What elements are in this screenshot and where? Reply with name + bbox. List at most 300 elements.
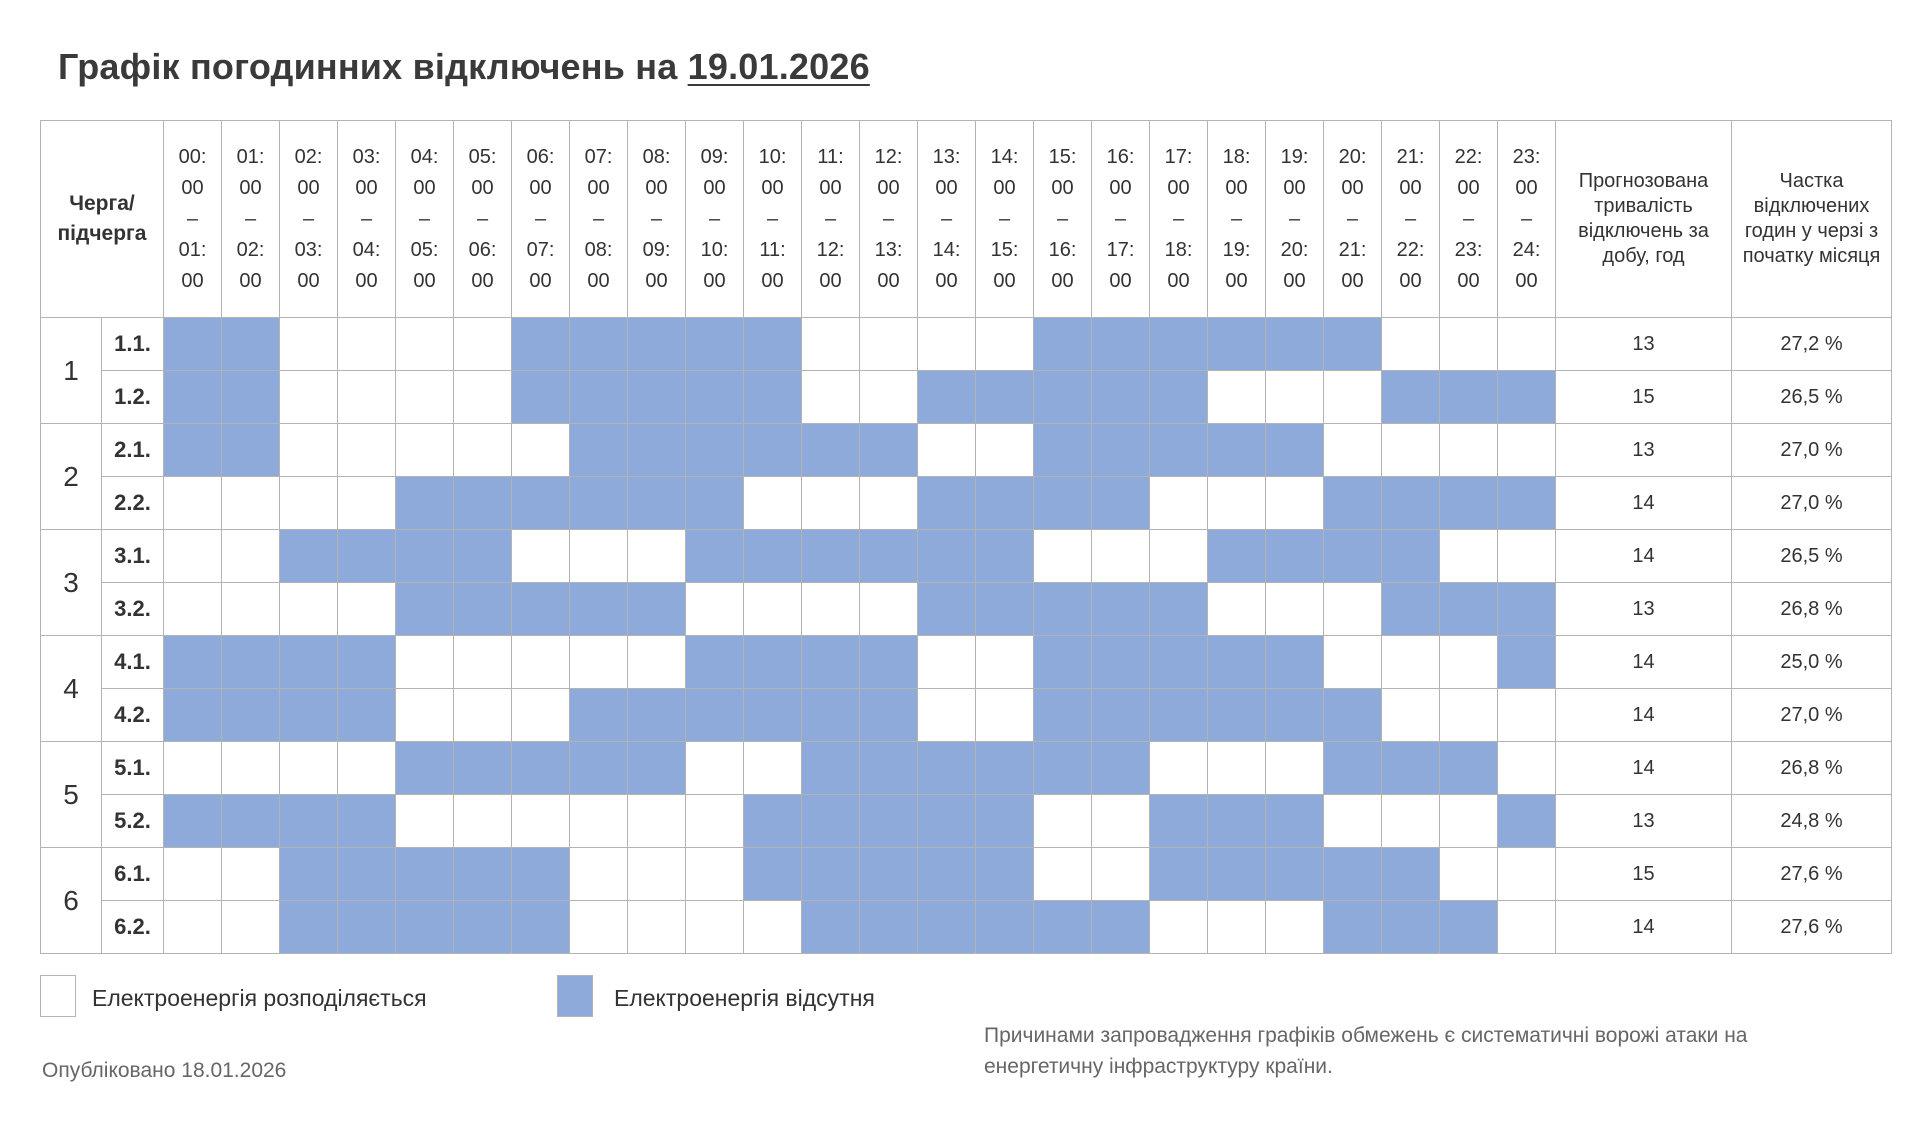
hour-cell-power: [1498, 742, 1556, 795]
hour-cell-outage: [628, 689, 686, 742]
hour-cell-power: [222, 477, 280, 530]
hour-cell-power: [570, 848, 628, 901]
hour-cell-outage: [628, 583, 686, 636]
hour-cell-outage: [396, 848, 454, 901]
hour-cell-power: [802, 371, 860, 424]
footer-note: Причинами запровадження графіків обмежень є систематичні ворожі атаки на енергетичну інфраструктуру країни.: [984, 1024, 1748, 1078]
subqueue-label: 4.1.: [102, 636, 164, 689]
hour-cell-power: [1498, 848, 1556, 901]
hour-cell-outage: [976, 795, 1034, 848]
hour-cell-outage: [222, 371, 280, 424]
queue-group-label: 6: [41, 848, 102, 954]
hour-cell-outage: [1150, 848, 1208, 901]
hour-cell-outage: [338, 848, 396, 901]
hour-cell-outage: [1034, 636, 1092, 689]
hour-cell-outage: [280, 795, 338, 848]
hour-cell-power: [396, 636, 454, 689]
subqueue-label: 6.2.: [102, 901, 164, 954]
hour-cell-outage: [1208, 636, 1266, 689]
hour-cell-power: [396, 371, 454, 424]
month-share: 27,2 %: [1732, 318, 1892, 371]
hour-cell-power: [280, 742, 338, 795]
hour-cell-power: [1266, 901, 1324, 954]
hour-cell-outage: [454, 742, 512, 795]
hour-cell-outage: [1324, 530, 1382, 583]
hour-cell-outage: [570, 689, 628, 742]
month-share: 27,0 %: [1732, 477, 1892, 530]
hour-cell-power: [1150, 477, 1208, 530]
hour-cell-outage: [1208, 689, 1266, 742]
hour-cell-power: [512, 636, 570, 689]
hour-cell-power: [164, 901, 222, 954]
hour-cell-power: [1440, 848, 1498, 901]
hour-cell-outage: [512, 371, 570, 424]
hour-cell-outage: [976, 742, 1034, 795]
hour-cell-power: [1498, 689, 1556, 742]
hour-cell-power: [454, 424, 512, 477]
hour-header: 03: 00 – 04: 00: [338, 121, 396, 318]
hour-cell-power: [396, 689, 454, 742]
hour-header: 22: 00 – 23: 00: [1440, 121, 1498, 318]
hour-cell-power: [744, 477, 802, 530]
hour-cell-outage: [976, 530, 1034, 583]
hour-cell-power: [1382, 795, 1440, 848]
hour-cell-outage: [1034, 742, 1092, 795]
hour-cell-outage: [1208, 795, 1266, 848]
hour-cell-outage: [918, 583, 976, 636]
hour-cell-power: [976, 689, 1034, 742]
hour-cell-power: [1034, 795, 1092, 848]
hour-cell-power: [396, 424, 454, 477]
hour-cell-outage: [222, 636, 280, 689]
hour-cell-power: [512, 530, 570, 583]
hour-cell-outage: [338, 689, 396, 742]
hour-cell-power: [628, 636, 686, 689]
hour-cell-outage: [860, 795, 918, 848]
hour-header: 12: 00 – 13: 00: [860, 121, 918, 318]
subqueue-label: 1.2.: [102, 371, 164, 424]
hour-cell-outage: [1440, 742, 1498, 795]
hour-cell-outage: [512, 848, 570, 901]
hour-cell-outage: [686, 371, 744, 424]
hour-header: 11: 00 – 12: 00: [802, 121, 860, 318]
hour-cell-outage: [512, 742, 570, 795]
hour-cell-outage: [1092, 371, 1150, 424]
hour-cell-power: [1324, 636, 1382, 689]
hour-cell-power: [1208, 583, 1266, 636]
hour-cell-outage: [860, 742, 918, 795]
hour-cell-outage: [686, 689, 744, 742]
hour-cell-outage: [1034, 689, 1092, 742]
forecast-hours: 14: [1556, 636, 1732, 689]
hour-header: 18: 00 – 19: 00: [1208, 121, 1266, 318]
hour-header: 09: 00 – 10: 00: [686, 121, 744, 318]
hour-cell-outage: [628, 424, 686, 477]
hour-cell-outage: [1208, 530, 1266, 583]
hour-cell-power: [1150, 530, 1208, 583]
hour-cell-outage: [1382, 477, 1440, 530]
subqueue-label: 6.1.: [102, 848, 164, 901]
month-share: 27,0 %: [1732, 424, 1892, 477]
queue-group-label: 5: [41, 742, 102, 848]
hour-cell-outage: [222, 424, 280, 477]
subqueue-label: 2.2.: [102, 477, 164, 530]
hour-cell-outage: [1440, 901, 1498, 954]
hour-cell-outage: [280, 636, 338, 689]
hour-cell-power: [802, 318, 860, 371]
hour-cell-outage: [1092, 477, 1150, 530]
forecast-hours: 15: [1556, 848, 1732, 901]
hour-cell-outage: [976, 371, 1034, 424]
hour-cell-power: [164, 848, 222, 901]
hour-cell-outage: [918, 477, 976, 530]
hour-cell-power: [512, 795, 570, 848]
hour-cell-outage: [1498, 583, 1556, 636]
legend-on-label: Електроенергія розподіляється: [92, 985, 427, 1011]
hour-cell-outage: [570, 583, 628, 636]
hour-cell-power: [860, 318, 918, 371]
hour-cell-outage: [454, 848, 512, 901]
forecast-hours: 13: [1556, 583, 1732, 636]
hour-header: 08: 00 – 09: 00: [628, 121, 686, 318]
hour-cell-outage: [164, 371, 222, 424]
share-header: Частка відключених годин у черзі з початку місяця: [1732, 121, 1892, 318]
hour-cell-power: [686, 901, 744, 954]
hour-cell-outage: [222, 795, 280, 848]
forecast-hours: 14: [1556, 477, 1732, 530]
hour-cell-power: [628, 901, 686, 954]
hour-cell-power: [454, 318, 512, 371]
hour-cell-power: [1440, 424, 1498, 477]
hour-cell-outage: [338, 636, 396, 689]
hour-cell-power: [1092, 530, 1150, 583]
hour-cell-outage: [1092, 583, 1150, 636]
queue-group-label: 1: [41, 318, 102, 424]
hour-cell-power: [1150, 901, 1208, 954]
queue-header: Черга/ підчерга: [41, 121, 164, 318]
hour-cell-power: [338, 477, 396, 530]
hour-cell-outage: [338, 901, 396, 954]
hour-cell-outage: [1324, 689, 1382, 742]
hour-cell-outage: [744, 689, 802, 742]
hour-cell-outage: [1324, 477, 1382, 530]
hour-cell-outage: [570, 424, 628, 477]
hour-cell-outage: [918, 742, 976, 795]
month-share: 27,0 %: [1732, 689, 1892, 742]
hour-header: 23: 00 – 24: 00: [1498, 121, 1556, 318]
hour-cell-outage: [802, 901, 860, 954]
hour-header: 21: 00 – 22: 00: [1382, 121, 1440, 318]
hour-cell-outage: [454, 901, 512, 954]
hour-cell-outage: [628, 318, 686, 371]
hour-cell-power: [280, 477, 338, 530]
hour-cell-outage: [164, 424, 222, 477]
hour-cell-outage: [1208, 424, 1266, 477]
hour-cell-outage: [976, 477, 1034, 530]
subqueue-label: 1.1.: [102, 318, 164, 371]
hour-cell-outage: [1150, 371, 1208, 424]
hour-cell-outage: [222, 318, 280, 371]
hour-cell-power: [1440, 318, 1498, 371]
hour-cell-power: [454, 689, 512, 742]
hour-cell-outage: [744, 795, 802, 848]
table-row: [41, 583, 1892, 636]
hour-cell-outage: [976, 583, 1034, 636]
hour-cell-power: [802, 583, 860, 636]
hour-cell-outage: [396, 530, 454, 583]
hour-cell-power: [628, 530, 686, 583]
hour-cell-outage: [860, 636, 918, 689]
hour-cell-outage: [802, 424, 860, 477]
hour-cell-power: [338, 583, 396, 636]
month-share: 26,5 %: [1732, 371, 1892, 424]
hour-cell-outage: [1150, 689, 1208, 742]
hour-cell-power: [976, 424, 1034, 477]
hour-cell-outage: [744, 530, 802, 583]
hour-cell-power: [454, 371, 512, 424]
hour-header: 20: 00 – 21: 00: [1324, 121, 1382, 318]
forecast-hours: 13: [1556, 795, 1732, 848]
hour-cell-power: [1498, 424, 1556, 477]
hour-cell-power: [1440, 636, 1498, 689]
hour-cell-power: [744, 583, 802, 636]
hour-cell-power: [744, 742, 802, 795]
hour-cell-power: [222, 583, 280, 636]
forecast-hours: 14: [1556, 689, 1732, 742]
hour-cell-outage: [1034, 424, 1092, 477]
hour-cell-outage: [744, 424, 802, 477]
hour-cell-outage: [164, 636, 222, 689]
queue-group-label: 4: [41, 636, 102, 742]
hour-cell-outage: [396, 477, 454, 530]
legend-off-swatch: [557, 975, 593, 1017]
hour-cell-outage: [1440, 477, 1498, 530]
hour-cell-outage: [1266, 848, 1324, 901]
hour-cell-outage: [802, 848, 860, 901]
hour-cell-outage: [1382, 530, 1440, 583]
hour-cell-outage: [1266, 636, 1324, 689]
hour-cell-power: [570, 901, 628, 954]
hour-cell-outage: [280, 530, 338, 583]
hour-cell-outage: [164, 795, 222, 848]
hour-cell-outage: [802, 742, 860, 795]
hour-cell-power: [976, 318, 1034, 371]
hour-cell-power: [1266, 371, 1324, 424]
hour-header: 16: 00 – 17: 00: [1092, 121, 1150, 318]
hour-header: 02: 00 – 03: 00: [280, 121, 338, 318]
hour-cell-power: [222, 848, 280, 901]
hour-cell-outage: [744, 636, 802, 689]
outage-schedule-table: [40, 120, 1892, 954]
table-row: [41, 795, 1892, 848]
table-row: [41, 530, 1892, 583]
hour-cell-outage: [1324, 848, 1382, 901]
hour-cell-power: [918, 636, 976, 689]
hour-cell-outage: [338, 795, 396, 848]
hour-header: 14: 00 – 15: 00: [976, 121, 1034, 318]
table-header-row: [41, 121, 1892, 318]
hour-cell-power: [1208, 371, 1266, 424]
hour-cell-power: [1324, 795, 1382, 848]
hour-cell-power: [1034, 530, 1092, 583]
hour-cell-outage: [918, 848, 976, 901]
hour-header: 10: 00 – 11: 00: [744, 121, 802, 318]
hour-cell-outage: [628, 371, 686, 424]
hour-cell-outage: [744, 848, 802, 901]
hour-cell-outage: [280, 848, 338, 901]
hour-cell-outage: [1266, 795, 1324, 848]
hour-cell-power: [1324, 583, 1382, 636]
hour-cell-outage: [802, 530, 860, 583]
hour-cell-outage: [976, 901, 1034, 954]
hour-cell-power: [570, 795, 628, 848]
hour-cell-power: [628, 848, 686, 901]
title-date: 19.01.2026: [687, 46, 870, 87]
hour-header: 01: 00 – 02: 00: [222, 121, 280, 318]
hour-header: 04: 00 – 05: 00: [396, 121, 454, 318]
month-share: 26,8 %: [1732, 583, 1892, 636]
hour-cell-outage: [1382, 742, 1440, 795]
hour-cell-outage: [570, 318, 628, 371]
hour-cell-outage: [280, 689, 338, 742]
hour-cell-outage: [918, 530, 976, 583]
hour-cell-outage: [802, 636, 860, 689]
hour-cell-outage: [860, 424, 918, 477]
hour-cell-outage: [454, 477, 512, 530]
hour-cell-outage: [1382, 901, 1440, 954]
queue-group-label: 2: [41, 424, 102, 530]
hour-cell-power: [454, 636, 512, 689]
hour-cell-outage: [1498, 477, 1556, 530]
subqueue-label: 3.1.: [102, 530, 164, 583]
hour-cell-outage: [1266, 318, 1324, 371]
duration-header: Прогнозована тривалість відключень за добу, год: [1556, 121, 1732, 318]
hour-cell-power: [222, 901, 280, 954]
hour-header: 15: 00 – 16: 00: [1034, 121, 1092, 318]
table-row: [41, 848, 1892, 901]
hour-cell-outage: [918, 371, 976, 424]
hour-cell-power: [686, 795, 744, 848]
hour-cell-outage: [512, 477, 570, 530]
hour-cell-outage: [918, 795, 976, 848]
hour-cell-outage: [860, 689, 918, 742]
table-row: [41, 742, 1892, 795]
hour-header: 13: 00 – 14: 00: [918, 121, 976, 318]
hour-cell-outage: [1150, 636, 1208, 689]
hour-cell-power: [338, 371, 396, 424]
table-row: [41, 689, 1892, 742]
hour-cell-outage: [280, 901, 338, 954]
hour-cell-outage: [628, 742, 686, 795]
hour-cell-outage: [686, 318, 744, 371]
hour-cell-power: [1208, 477, 1266, 530]
hour-cell-outage: [686, 530, 744, 583]
hour-cell-power: [1266, 583, 1324, 636]
table-row: [41, 636, 1892, 689]
hour-header: 06: 00 – 07: 00: [512, 121, 570, 318]
forecast-hours: 14: [1556, 742, 1732, 795]
hour-cell-outage: [570, 371, 628, 424]
hour-header: 00: 00 – 01: 00: [164, 121, 222, 318]
hour-cell-power: [280, 424, 338, 477]
hour-cell-outage: [1440, 583, 1498, 636]
hour-cell-outage: [860, 848, 918, 901]
hour-cell-outage: [1382, 848, 1440, 901]
hour-cell-outage: [1498, 636, 1556, 689]
hour-cell-outage: [802, 795, 860, 848]
hour-cell-power: [1498, 901, 1556, 954]
hour-cell-power: [1382, 424, 1440, 477]
hour-cell-outage: [570, 742, 628, 795]
hour-cell-outage: [1324, 742, 1382, 795]
hour-cell-outage: [686, 424, 744, 477]
hour-cell-outage: [1382, 371, 1440, 424]
table-body: [41, 318, 1892, 954]
hour-cell-power: [1092, 848, 1150, 901]
hour-cell-outage: [570, 477, 628, 530]
forecast-hours: 15: [1556, 371, 1732, 424]
hour-cell-power: [686, 583, 744, 636]
hour-cell-power: [1382, 318, 1440, 371]
month-share: 25,0 %: [1732, 636, 1892, 689]
hour-cell-outage: [1208, 848, 1266, 901]
hour-cell-outage: [1092, 742, 1150, 795]
month-share: 26,5 %: [1732, 530, 1892, 583]
hour-cell-power: [1498, 318, 1556, 371]
hour-cell-outage: [1266, 424, 1324, 477]
hour-cell-power: [1440, 795, 1498, 848]
subqueue-label: 5.2.: [102, 795, 164, 848]
hour-cell-outage: [164, 318, 222, 371]
hour-cell-outage: [512, 901, 570, 954]
table-row: [41, 477, 1892, 530]
hour-cell-power: [1324, 371, 1382, 424]
hour-cell-power: [164, 530, 222, 583]
hour-cell-outage: [396, 742, 454, 795]
hour-cell-outage: [222, 689, 280, 742]
hour-cell-outage: [1150, 583, 1208, 636]
hour-cell-outage: [164, 689, 222, 742]
hour-cell-power: [1498, 530, 1556, 583]
hour-cell-power: [918, 689, 976, 742]
hour-cell-power: [628, 795, 686, 848]
hour-cell-outage: [976, 848, 1034, 901]
title-prefix: Графік погодинних відключень на: [58, 46, 678, 87]
forecast-hours: 14: [1556, 901, 1732, 954]
hour-cell-power: [338, 424, 396, 477]
hour-cell-power: [222, 742, 280, 795]
hour-cell-power: [338, 742, 396, 795]
hour-cell-power: [570, 530, 628, 583]
table-row: [41, 901, 1892, 954]
month-share: 26,8 %: [1732, 742, 1892, 795]
hour-cell-outage: [918, 901, 976, 954]
hour-cell-outage: [396, 583, 454, 636]
hour-cell-power: [802, 477, 860, 530]
queue-group-label: 3: [41, 530, 102, 636]
hour-cell-outage: [1150, 795, 1208, 848]
table-row: [41, 371, 1892, 424]
table-row: [41, 424, 1892, 477]
month-share: 27,6 %: [1732, 848, 1892, 901]
hour-cell-outage: [1092, 318, 1150, 371]
hour-cell-outage: [396, 901, 454, 954]
hour-cell-power: [396, 318, 454, 371]
hour-header: 19: 00 – 20: 00: [1266, 121, 1324, 318]
hour-cell-power: [1382, 689, 1440, 742]
hour-cell-outage: [454, 530, 512, 583]
hour-cell-power: [976, 636, 1034, 689]
